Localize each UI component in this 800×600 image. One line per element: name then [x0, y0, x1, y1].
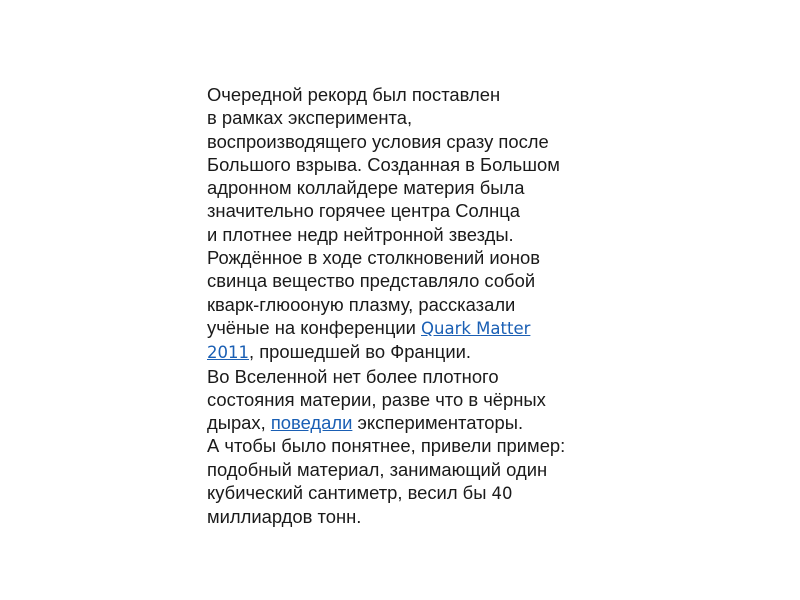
number-value: 40	[491, 484, 513, 504]
text-fragment: экспериментаторы.	[352, 412, 524, 434]
text-line: кварк-глюооную плазму, рассказали	[207, 293, 516, 315]
povedali-link[interactable]: поведали	[270, 412, 353, 434]
text-line: А чтобы было понятнее, привели пример:	[207, 435, 566, 457]
text-line: и плотнее недр нейтронной звезды.	[207, 223, 514, 245]
text-line	[207, 316, 627, 340]
text-line: значительно горячее центра Солнца	[207, 200, 521, 222]
text-fragment: дырах,	[207, 412, 271, 434]
text-fragment: учёные на конференции	[207, 316, 422, 338]
quark-matter-link[interactable]: Quark Matter	[421, 318, 531, 338]
text-line: состояния материи, разве что в чёрных	[207, 388, 546, 410]
text-line	[207, 411, 627, 434]
quark-matter-year-link[interactable]: 2011	[207, 343, 249, 363]
text-line: свинца вещество представляло собой	[207, 270, 536, 292]
text-line	[207, 481, 627, 505]
text-line: Рождённое в ходе столкновений ионов	[207, 247, 541, 269]
text-line: миллиардов тонн.	[207, 506, 362, 528]
text-line: адронном коллайдере материя была	[207, 177, 525, 199]
text-line: подобный материал, занимающий один	[207, 458, 548, 480]
article-text	[207, 83, 627, 529]
text-line: Очередной рекорд был поставлен	[207, 84, 501, 105]
text-fragment: , прошедшей во Франции.	[249, 341, 471, 363]
text-fragment: кубический сантиметр, весил бы	[207, 482, 492, 504]
text-line	[207, 340, 627, 364]
text-line: в рамках эксперимента,	[207, 107, 413, 129]
text-line: Большого взрыва. Созданная в Большом	[207, 153, 560, 175]
text-line: Во Вселенной нет более плотного	[207, 365, 499, 387]
text-line: воспроизводящего условия сразу после	[207, 130, 549, 152]
